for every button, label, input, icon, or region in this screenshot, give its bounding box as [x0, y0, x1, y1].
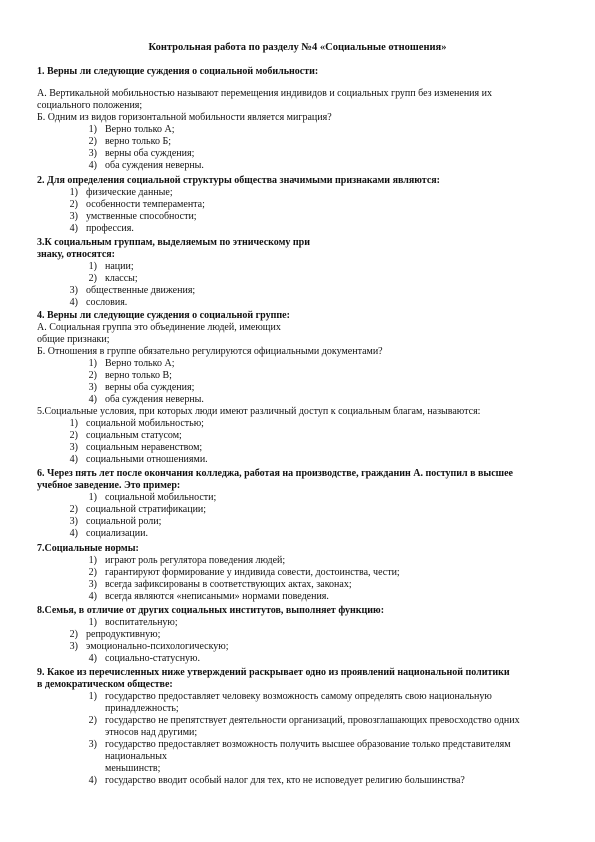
question-1-statement-b: Б. Одним из видов горизонтальной мобильности является миграция?: [37, 112, 332, 123]
answer-option: 3) государство предоставляет возможность получить высшее образование только представителям национальных меньшинств;: [88, 739, 511, 774]
question-1-body: [37, 88, 557, 172]
answer-option: 1) социальной мобильностью;: [69, 418, 204, 429]
answer-option: 4) профессия.: [69, 223, 134, 234]
answer-option: 2) социальной стратификации;: [69, 504, 207, 515]
question-1-statement-a-line1: А. Вертикальной мобильностью называют перемещения индивидов и социальных групп без изменения их: [37, 88, 492, 99]
answer-option: 2) государство не препятствует деятельности организаций, провозглашающих превосходство одних этносов над другими;: [88, 715, 520, 738]
page-title: Контрольная работа по разделу №4 «Социальные отношения»: [148, 42, 447, 53]
question-7-heading: 7.Социальные нормы:: [37, 543, 139, 554]
answer-option: 3) социальной роли;: [69, 516, 162, 527]
answer-option: 2) репродуктивную;: [69, 629, 161, 640]
question-2: [37, 175, 557, 235]
answer-option: 2) верно только В;: [88, 370, 172, 381]
answer-option: 1) играют роль регулятора поведения людей;: [88, 555, 286, 566]
answer-option: 1) физические данные;: [69, 187, 173, 198]
question-1-statement-a-line2: социального положения;: [37, 100, 143, 111]
question-8: [37, 605, 557, 665]
question-5: [37, 406, 557, 466]
answer-option: 2) социальным статусом;: [69, 430, 182, 441]
answer-option: 2) классы;: [88, 273, 138, 284]
question-4: [37, 310, 557, 406]
answer-option: 3) верны оба суждения;: [88, 148, 195, 159]
answer-option: 2) особенности темперамента;: [69, 199, 205, 210]
answer-option: 4) социально-статусную.: [88, 653, 201, 664]
question-7: [37, 543, 557, 603]
question-6: [37, 468, 557, 540]
answer-option: 3) общественные движения;: [69, 285, 196, 296]
question-9: [37, 667, 557, 787]
answer-option: 2) гарантируют формирование у индивида совести, достоинства, чести;: [88, 567, 400, 578]
question-9-heading-line1: 9. Какое из перечисленных ниже утверждений раскрывает одно из проявлений национальной политики: [37, 667, 510, 678]
answer-option: 4) социальными отношениями.: [69, 454, 208, 465]
question-3: [37, 237, 557, 309]
question-8-heading: 8.Семья, в отличие от других социальных институтов, выполняет функцию:: [37, 605, 385, 616]
question-3-heading-line2: знаку, относятся:: [37, 249, 116, 260]
answer-option: 3) умственные способности;: [69, 211, 197, 222]
question-6-heading-line2: учебное заведение. Это пример:: [37, 480, 181, 491]
question-6-heading-line1: 6. Через пять лет после окончания колледжа, работая на производстве, гражданин А. поступил в высшее: [37, 468, 513, 479]
question-2-heading: 2. Для определения социальной структуры общества значимыми признаками являются:: [37, 175, 440, 186]
question-1: [37, 66, 557, 78]
question-9-heading-line2: в демократическом обществе:: [37, 679, 173, 690]
question-4-statement-b: Б. Отношения в группе обязательно регулируются официальными документами?: [37, 346, 383, 357]
answer-option: 3) социальным неравенством;: [69, 442, 203, 453]
question-1-heading: 1. Верны ли следующие суждения о социальной мобильности:: [37, 66, 319, 77]
answer-option: 4) государство вводит особый налог для тех, кто не исповедует религию большинства?: [88, 775, 465, 786]
answer-option: 1) воспитательную;: [88, 617, 178, 628]
question-5-heading: 5.Социальные условия, при которых люди имеют различный доступ к социальным благам, называются:: [37, 406, 481, 417]
answer-option: 3) верны оба суждения;: [88, 382, 195, 393]
answer-option: 4) оба суждения неверны.: [88, 394, 204, 405]
answer-option: 1) государство предоставляет человеку возможность самому определять свою национальную принадлежность;: [88, 691, 492, 714]
answer-option: 4) оба суждения неверны.: [88, 160, 204, 171]
answer-option: 4) всегда являются «неписаными» нормами поведения.: [88, 591, 329, 602]
question-3-heading-line1: 3.К социальным группам, выделяемым по этническому при: [37, 237, 310, 248]
question-4-statement-a-line1: А. Социальная группа это объединение людей, имеющих: [37, 322, 281, 333]
answer-option: 4) сословия.: [69, 297, 128, 308]
answer-option: 1) социальной мобильности;: [88, 492, 217, 503]
answer-option: 1) Верно только А;: [88, 358, 175, 369]
answer-option: 4) социализации.: [69, 528, 148, 539]
question-4-statement-a-line2: общие признаки;: [37, 334, 110, 345]
answer-option: 1) нации;: [88, 261, 134, 272]
answer-option: 2) верно только Б;: [88, 136, 171, 147]
answer-option: 3) эмоционально-психологическую;: [69, 641, 229, 652]
answer-option: 3) всегда зафиксированы в соответствующих актах, законах;: [88, 579, 352, 590]
question-4-heading: 4. Верны ли следующие суждения о социальной группе:: [37, 310, 290, 321]
answer-option: 1) Верно только А;: [88, 124, 175, 135]
